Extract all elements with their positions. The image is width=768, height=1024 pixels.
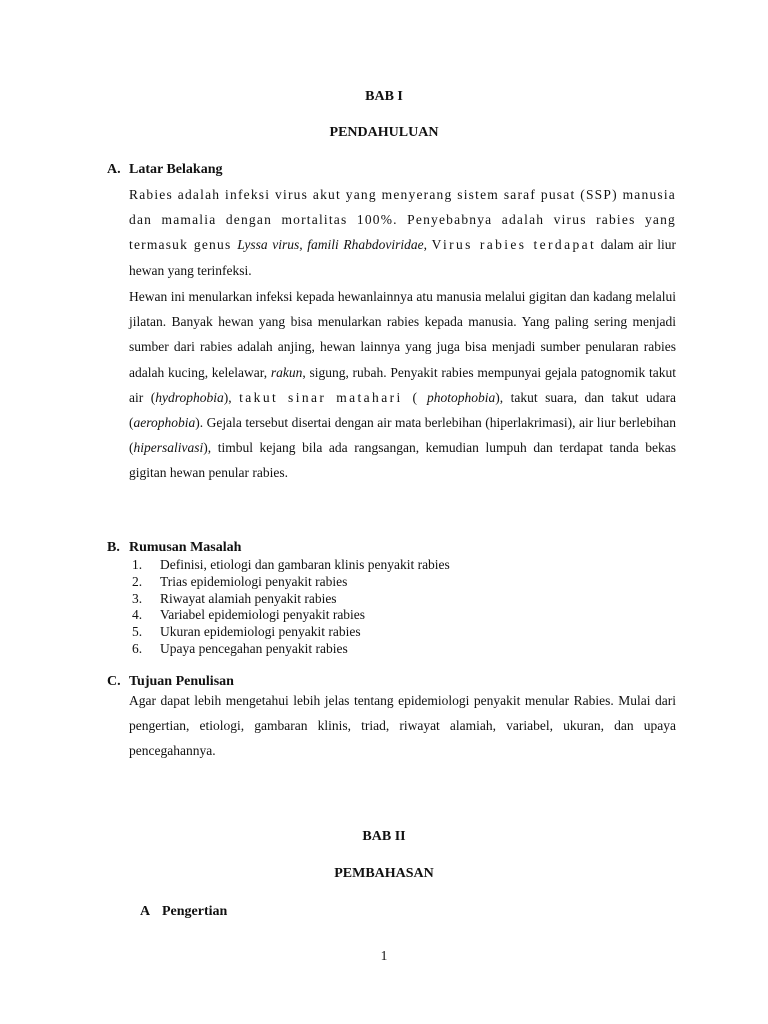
background-paragraph-2: [129, 284, 676, 486]
list-item: [132, 557, 532, 574]
p2-rakun-italic: rakun: [270, 364, 303, 380]
background-paragraph-1: [129, 182, 676, 283]
list-item-text: Trias epidemiologi penyakit rabies: [160, 573, 348, 589]
section-b-letter: B.: [107, 540, 120, 555]
p2-space: [419, 390, 427, 405]
p1-text-4: dalam air liur hewan yang terinfeksi.: [129, 237, 677, 278]
list-item-number: 6.: [132, 640, 143, 656]
chapter-2-subtitle: PEMBAHASAN: [334, 866, 434, 881]
chapter-1-subtitle: PENDAHULUAN: [329, 125, 439, 140]
chapter-2-title: BAB II: [362, 829, 406, 844]
p2-text-3: ),: [223, 389, 240, 405]
p2-text-7: ), timbul kejang bila ada rangsangan, kemudian lumpuh dan terdapat tanda bekas gigitan hewan penular rabies.: [129, 440, 676, 481]
section-b-title: Rumusan Masalah: [129, 540, 242, 555]
list-item-number: 5.: [132, 624, 143, 640]
p1-genus-italic: Lyssa virus, famili Rhabdoviridae: [237, 237, 424, 253]
list-item: [132, 591, 532, 608]
section-b-heading: [107, 540, 241, 556]
list-item-text: Ukuran epidemiologi penyakit rabies: [160, 624, 361, 640]
p2-text-5: ), takut suara, dan takut udara (: [129, 389, 676, 431]
page-number: 1: [380, 948, 388, 963]
chapter-2-section-a-heading: [140, 904, 227, 920]
list-item: [132, 624, 532, 641]
list-item-text: Definisi, etiologi dan gambaran klinis penyakit rabies: [160, 557, 450, 572]
section-c-letter: C.: [107, 674, 121, 689]
list-item: [132, 607, 532, 624]
p2-text-2: , sigung, rubah. Penyakit rabies mempunyai gejala patognomik takut air (: [129, 364, 676, 405]
list-item-text: Variabel epidemiologi penyakit rabies: [160, 607, 366, 623]
p2-text-4: takut sinar matahari (: [239, 389, 420, 405]
list-item-number: 2.: [132, 573, 143, 589]
p2-text-6: ). Gejala tersebut disertai dengan air mata berlebihan (hiperlakrimasi), air liur berlebihan (: [129, 415, 676, 456]
section-c-title: Tujuan Penulisan: [129, 674, 234, 689]
p2-photophobia-italic: photophobia: [426, 389, 496, 405]
list-item-text: Upaya pencegahan penyakit rabies: [160, 640, 348, 656]
list-item-number: 1.: [132, 557, 143, 572]
list-item-text: Riwayat alamiah penyakit rabies: [160, 590, 337, 606]
p1-text-2: ,: [423, 237, 432, 253]
chapter-1-title: BAB I: [365, 89, 403, 104]
p2-aerophobia-italic: aerophobia: [133, 415, 196, 431]
p1-text-3: Virus rabies terdapat: [431, 237, 597, 253]
chapter-2-section-a-title: Pengertian: [162, 904, 228, 919]
p2-hydrophobia-italic: hydrophobia: [155, 389, 224, 405]
list-item-number: 4.: [132, 607, 143, 623]
p2-hipersalivasi-italic: hipersalivasi: [133, 440, 204, 456]
p2-text-1: Hewan ini menularkan infeksi kepada hewanlainnya atu manusia melalui gigitan dan kadang melalui jilatan. Banyak hewan yang bisa menularkan rabies kepada manusia. Yang paling sering menjadi sumber dari rabies adalah anjing, hewan lainnya yang juga bisa menjadi sumber penularan rabies adalah kucing, kelelawar,: [129, 289, 676, 380]
list-item-number: 3.: [132, 590, 143, 606]
chapter-2-section-a-letter: A: [140, 904, 151, 919]
purpose-paragraph: Agar dapat lebih mengetahui lebih jelas tentang epidemiologi penyakit menular Rabies. Mulai dari pengertian, etiologi, gambaran klinis, triad, riwayat alamiah, variabel, ukuran, dan upaya pencegahannya.: [129, 693, 676, 759]
list-item: [132, 641, 532, 658]
section-a-title: Latar Belakang: [129, 162, 223, 177]
section-a-letter: A.: [107, 162, 121, 177]
p1-text-1: Rabies adalah infeksi virus akut yang menyerang sistem saraf pusat (SSP) manusia dan mamalia dengan mortalitas 100%. Penyebabnya adalah virus rabies yang termasuk genus: [129, 187, 676, 253]
section-a-heading: [107, 162, 222, 178]
list-item: [132, 574, 532, 591]
problem-list: [132, 557, 532, 658]
